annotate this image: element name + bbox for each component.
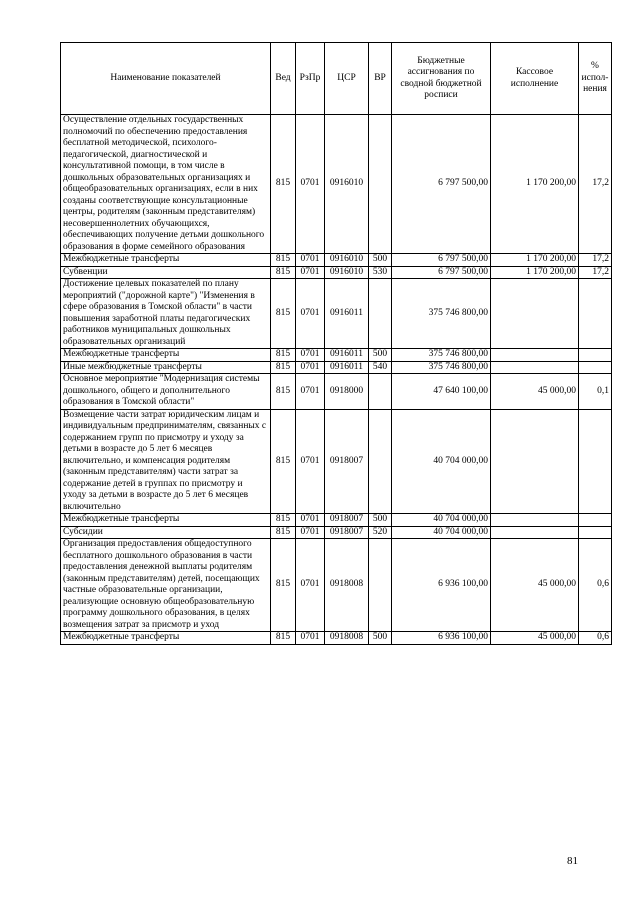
table-row bbox=[61, 115, 612, 254]
row-rzpr: 0701 bbox=[296, 374, 325, 410]
row-budget: 40 704 000,00 bbox=[392, 514, 491, 527]
row-cash: 1 170 200,00 bbox=[491, 254, 579, 267]
row-pct bbox=[579, 361, 612, 374]
row-pct: 17,2 bbox=[579, 254, 612, 267]
row-ved: 815 bbox=[271, 514, 296, 527]
row-name: Межбюджетные трансферты bbox=[61, 349, 271, 362]
row-name: Достижение целевых показателей по плану мероприятий ("дорожной карте") "Изменения в сфере образования в Томской области" в части повышения заработной платы педагогических работников муниципальных дошкольных образовательных организаций bbox=[61, 279, 271, 349]
row-name: Осуществление отдельных государственных полномочий по обеспечению предоставления бесплатной методической, психолого-педагогической, диагностической и консультативной помощи, в том числе в дошкольных образовательных организациях и общеобразовательных организациях, если в них созданы соответствующие консультационные центры, родителям (законным представителям) несовершеннолетних обучающихся, обеспечивающих получение детьми дошкольного образования в форме семейного образования bbox=[61, 115, 271, 254]
row-cash bbox=[491, 409, 579, 514]
header-vr: ВР bbox=[369, 43, 392, 115]
row-name: Межбюджетные трансферты bbox=[61, 254, 271, 267]
row-name: Возмещение части затрат юридическим лицам и индивидуальным предпринимателям, связанных с содержанием групп по присмотру и уходу за детьми в возрасте до 5 лет 6 месяцев включительно, и компенсация родителям (законным представителям) части затрат за содержание детей в группах по присмотру и уходу за детьми в возрасте до 5 лет 6 месяцев включительно bbox=[61, 409, 271, 514]
table-row bbox=[61, 632, 612, 645]
row-pct bbox=[579, 349, 612, 362]
table-row bbox=[61, 409, 612, 514]
row-cash: 1 170 200,00 bbox=[491, 266, 579, 279]
row-csr: 0916010 bbox=[325, 254, 369, 267]
row-name: Основное мероприятие "Модернизация системы дошкольного, общего и дополнительного образования в Томской области" bbox=[61, 374, 271, 410]
row-ved: 815 bbox=[271, 115, 296, 254]
row-csr: 0916011 bbox=[325, 361, 369, 374]
row-cash bbox=[491, 279, 579, 349]
row-budget: 6 936 100,00 bbox=[392, 539, 491, 632]
row-csr: 0916011 bbox=[325, 349, 369, 362]
table-row bbox=[61, 374, 612, 410]
row-budget: 47 640 100,00 bbox=[392, 374, 491, 410]
table-row bbox=[61, 514, 612, 527]
row-csr: 0918007 bbox=[325, 514, 369, 527]
table-row bbox=[61, 361, 612, 374]
row-csr: 0918008 bbox=[325, 539, 369, 632]
row-rzpr: 0701 bbox=[296, 539, 325, 632]
row-budget: 40 704 000,00 bbox=[392, 526, 491, 539]
table-row bbox=[61, 539, 612, 632]
table-row bbox=[61, 279, 612, 349]
row-ved: 815 bbox=[271, 279, 296, 349]
row-rzpr: 0701 bbox=[296, 349, 325, 362]
row-csr: 0918008 bbox=[325, 632, 369, 645]
row-vr: 500 bbox=[369, 514, 392, 527]
row-rzpr: 0701 bbox=[296, 514, 325, 527]
row-pct: 17,2 bbox=[579, 115, 612, 254]
row-cash: 45 000,00 bbox=[491, 374, 579, 410]
row-pct: 0,6 bbox=[579, 539, 612, 632]
row-rzpr: 0701 bbox=[296, 526, 325, 539]
row-rzpr: 0701 bbox=[296, 361, 325, 374]
row-csr: 0916011 bbox=[325, 279, 369, 349]
header-row bbox=[61, 43, 612, 115]
header-csr: ЦСР bbox=[325, 43, 369, 115]
page-number: 81 bbox=[567, 855, 578, 867]
row-pct: 0,1 bbox=[579, 374, 612, 410]
row-cash: 45 000,00 bbox=[491, 632, 579, 645]
row-name: Субвенции bbox=[61, 266, 271, 279]
row-budget: 6 797 500,00 bbox=[392, 266, 491, 279]
row-vr: 500 bbox=[369, 349, 392, 362]
row-vr: 500 bbox=[369, 632, 392, 645]
row-pct bbox=[579, 409, 612, 514]
row-name: Организация предоставления общедоступного бесплатного дошкольного образования в части предоставления денежной выплаты родителям (законным представителям) детей, посещающих частные образовательные организации, реализующие основную общеобразовательную программу дошкольного образования, в целях возмещения затрат за присмотр и уход bbox=[61, 539, 271, 632]
row-csr: 0918000 bbox=[325, 374, 369, 410]
header-name: Наименование показателей bbox=[61, 43, 271, 115]
row-vr: 520 bbox=[369, 526, 392, 539]
row-budget: 40 704 000,00 bbox=[392, 409, 491, 514]
row-csr: 0918007 bbox=[325, 409, 369, 514]
row-ved: 815 bbox=[271, 266, 296, 279]
table-row bbox=[61, 266, 612, 279]
header-cash: Кассовое исполнение bbox=[491, 43, 579, 115]
row-rzpr: 0701 bbox=[296, 279, 325, 349]
row-cash bbox=[491, 514, 579, 527]
row-vr bbox=[369, 374, 392, 410]
row-budget: 375 746 800,00 bbox=[392, 279, 491, 349]
row-cash bbox=[491, 526, 579, 539]
row-budget: 375 746 800,00 bbox=[392, 349, 491, 362]
table-body bbox=[61, 115, 612, 645]
row-cash bbox=[491, 349, 579, 362]
row-pct bbox=[579, 514, 612, 527]
row-vr bbox=[369, 115, 392, 254]
row-vr bbox=[369, 409, 392, 514]
row-pct: 17,2 bbox=[579, 266, 612, 279]
row-budget: 6 797 500,00 bbox=[392, 254, 491, 267]
row-budget: 375 746 800,00 bbox=[392, 361, 491, 374]
header-budget: Бюджетные ассигнования по сводной бюджетной росписи bbox=[392, 43, 491, 115]
row-name: Межбюджетные трансферты bbox=[61, 632, 271, 645]
row-rzpr: 0701 bbox=[296, 115, 325, 254]
row-rzpr: 0701 bbox=[296, 409, 325, 514]
row-ved: 815 bbox=[271, 539, 296, 632]
row-ved: 815 bbox=[271, 409, 296, 514]
row-name: Иные межбюджетные трансферты bbox=[61, 361, 271, 374]
row-cash: 1 170 200,00 bbox=[491, 115, 579, 254]
row-ved: 815 bbox=[271, 374, 296, 410]
budget-execution-table bbox=[60, 42, 612, 645]
row-vr: 530 bbox=[369, 266, 392, 279]
row-pct bbox=[579, 279, 612, 349]
table-row bbox=[61, 254, 612, 267]
table-row bbox=[61, 526, 612, 539]
row-csr: 0916010 bbox=[325, 266, 369, 279]
row-rzpr: 0701 bbox=[296, 254, 325, 267]
row-pct bbox=[579, 526, 612, 539]
header-pct: % испол-нения bbox=[579, 43, 612, 115]
row-vr bbox=[369, 539, 392, 632]
row-ved: 815 bbox=[271, 526, 296, 539]
row-vr bbox=[369, 279, 392, 349]
row-cash: 45 000,00 bbox=[491, 539, 579, 632]
table-row bbox=[61, 349, 612, 362]
row-csr: 0916010 bbox=[325, 115, 369, 254]
row-vr: 540 bbox=[369, 361, 392, 374]
row-vr: 500 bbox=[369, 254, 392, 267]
row-rzpr: 0701 bbox=[296, 266, 325, 279]
row-pct: 0,6 bbox=[579, 632, 612, 645]
row-ved: 815 bbox=[271, 349, 296, 362]
row-rzpr: 0701 bbox=[296, 632, 325, 645]
header-rzpr: РзПр bbox=[296, 43, 325, 115]
row-budget: 6 797 500,00 bbox=[392, 115, 491, 254]
row-ved: 815 bbox=[271, 254, 296, 267]
header-ved: Вед bbox=[271, 43, 296, 115]
row-csr: 0918007 bbox=[325, 526, 369, 539]
row-name: Субсидии bbox=[61, 526, 271, 539]
row-ved: 815 bbox=[271, 632, 296, 645]
row-cash bbox=[491, 361, 579, 374]
row-ved: 815 bbox=[271, 361, 296, 374]
row-budget: 6 936 100,00 bbox=[392, 632, 491, 645]
row-name: Межбюджетные трансферты bbox=[61, 514, 271, 527]
